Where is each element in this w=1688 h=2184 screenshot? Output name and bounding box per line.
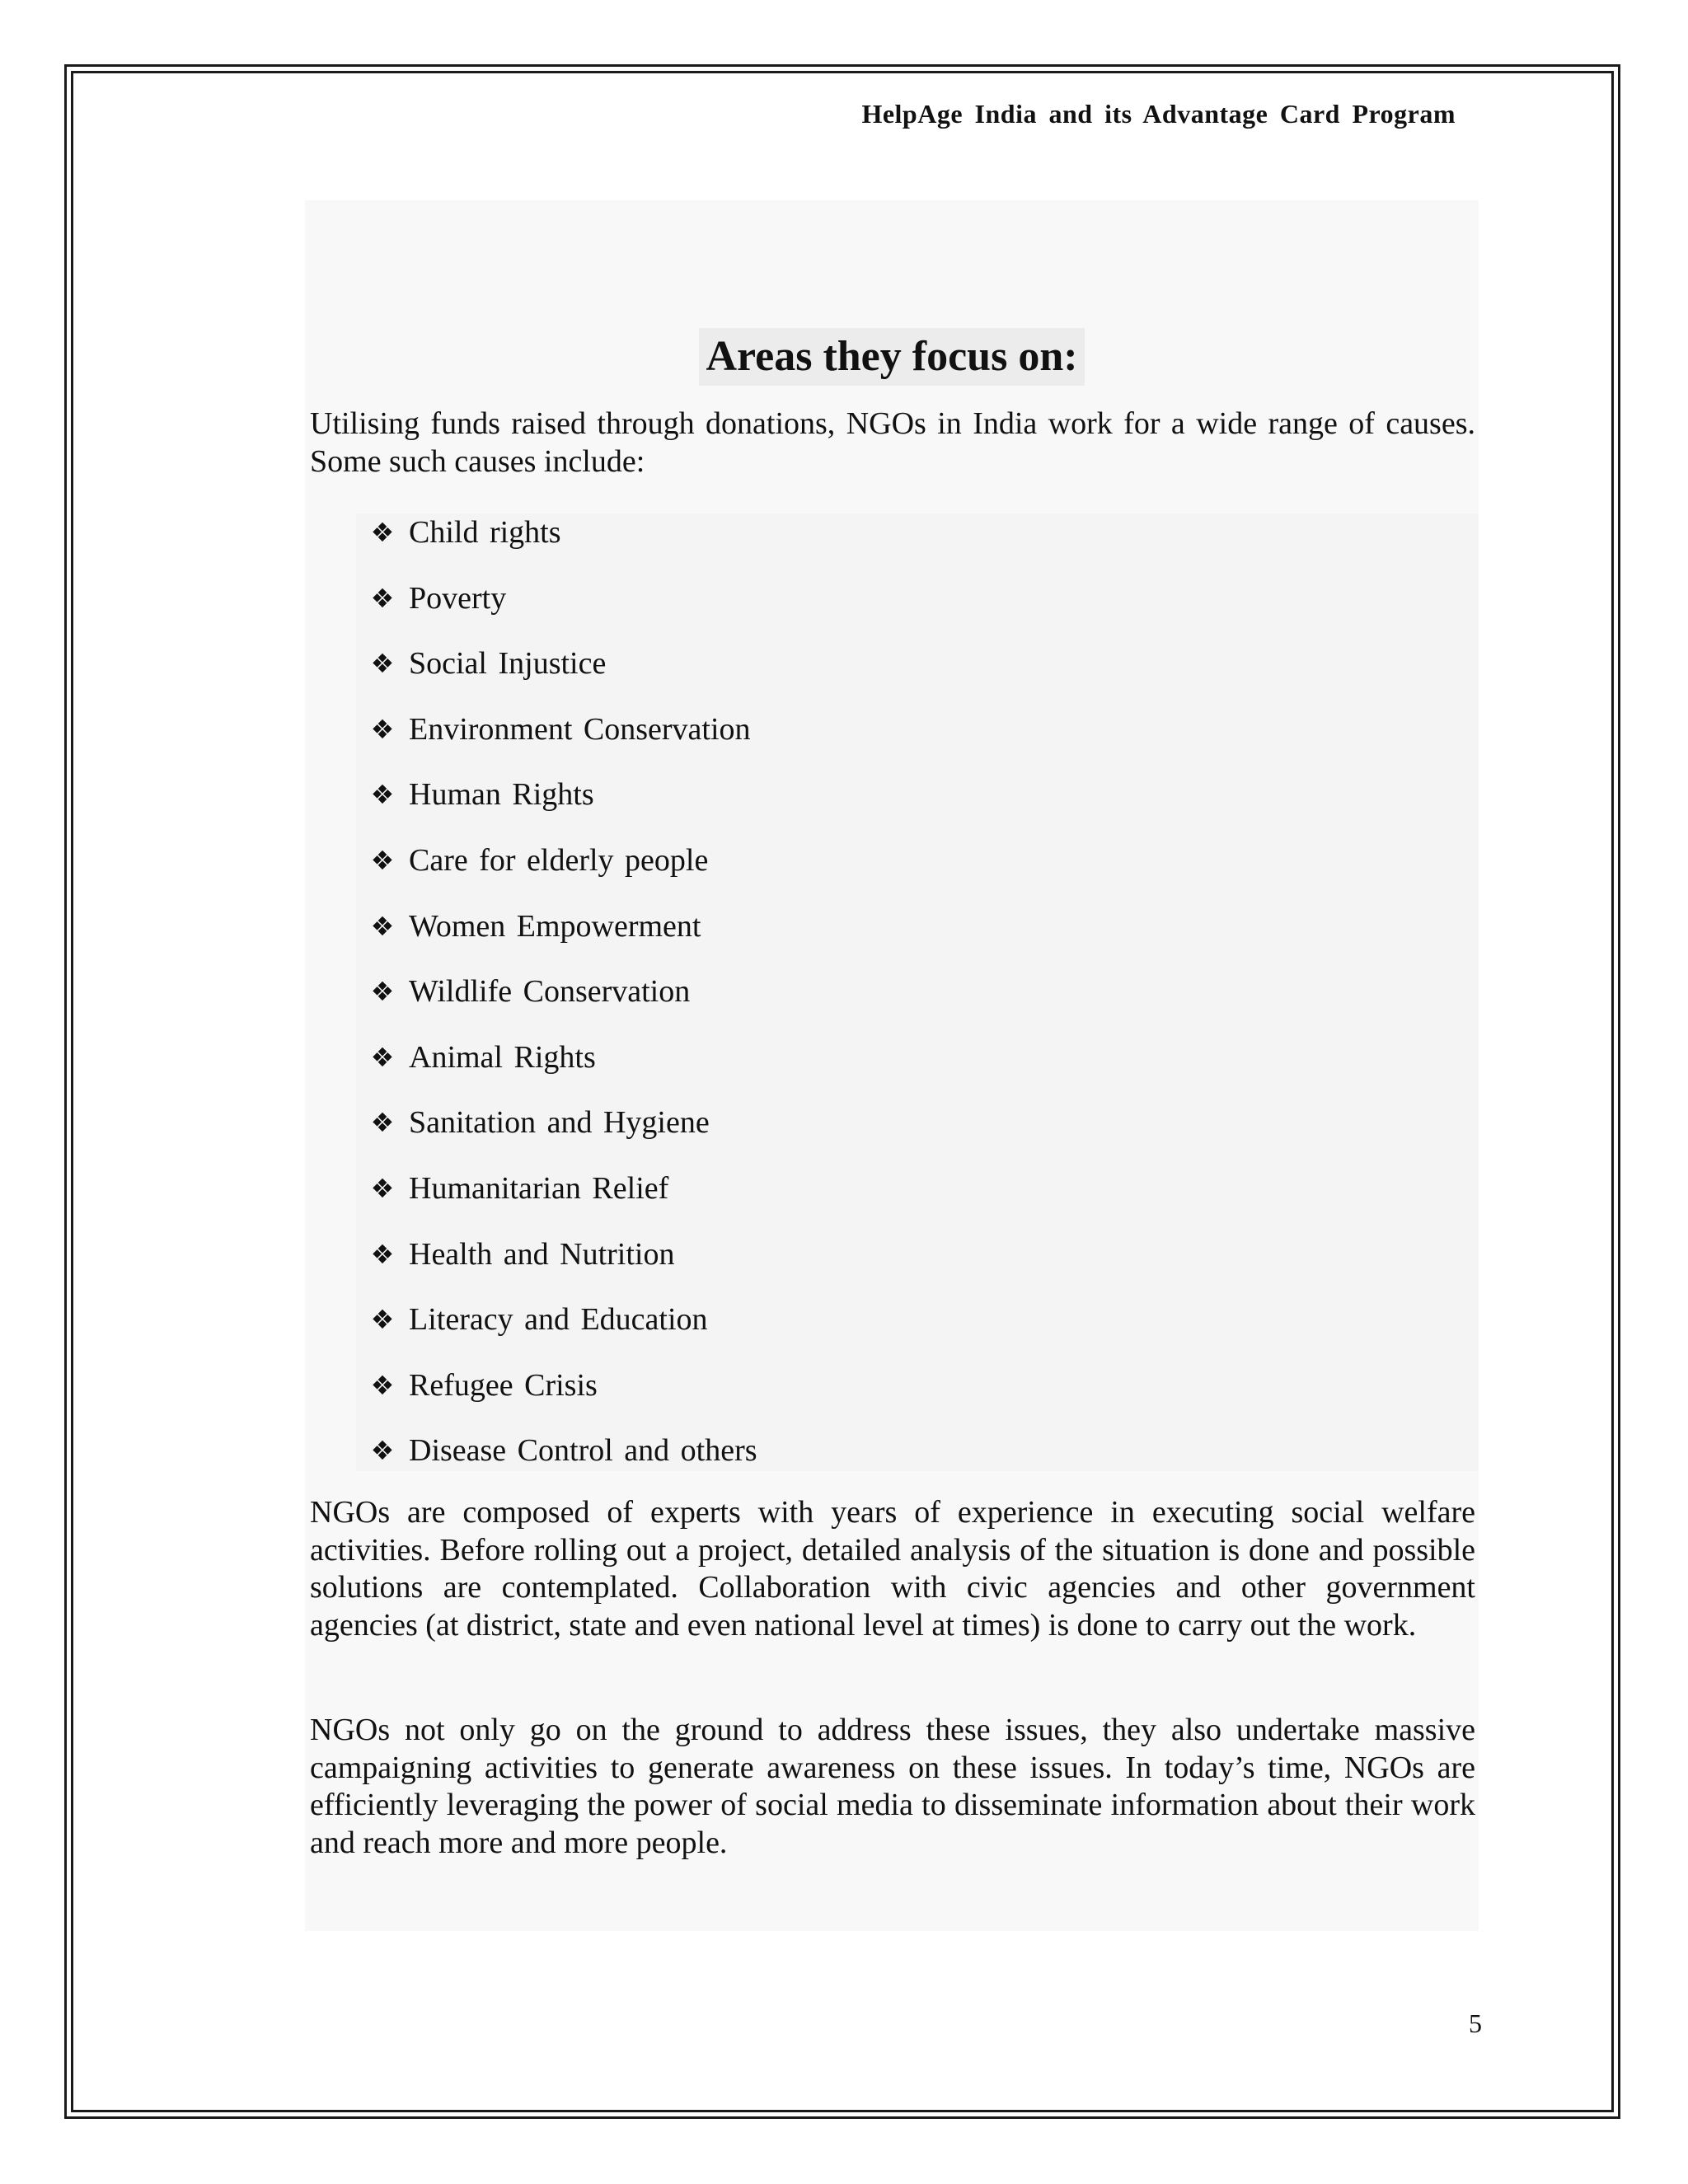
list-item xyxy=(356,1104,757,1170)
diamond-bullet-icon: ❖ xyxy=(370,1304,395,1336)
diamond-bullet-icon: ❖ xyxy=(370,844,395,876)
running-header: HelpAge India and its Advantage Card Program xyxy=(861,99,1456,129)
diamond-bullet-icon: ❖ xyxy=(370,1172,395,1204)
body-paragraph: NGOs not only go on the ground to address these issues, they also undertake massive campaigning activities to generate awareness on these issues. In today’s time, NGOs are efficiently leveraging the power of social media to disseminate information about their work and reach more and more people. xyxy=(310,1713,1475,1860)
intro-paragraph: Utilising funds raised through donations, NGOs in India work for a wide range of causes. Some such causes include: xyxy=(310,406,1475,479)
list-item xyxy=(356,1367,757,1433)
list-item-label: Humanitarian Relief xyxy=(409,1170,669,1206)
list-item-label: Sanitation and Hygiene xyxy=(409,1105,710,1141)
section-heading: Areas they focus on: xyxy=(699,328,1084,386)
list-item-label: Poverty xyxy=(409,580,507,616)
diamond-bullet-icon: ❖ xyxy=(370,779,395,811)
list-item-label: Care for elderly people xyxy=(409,842,709,878)
diamond-bullet-icon: ❖ xyxy=(370,910,395,942)
diamond-bullet-icon: ❖ xyxy=(370,1238,395,1270)
list-item xyxy=(356,973,757,1039)
section-heading-wrap xyxy=(305,328,1479,386)
list-item-label: Environment Conservation xyxy=(409,711,751,747)
list-item-label: Health and Nutrition xyxy=(409,1236,675,1272)
diamond-bullet-icon: ❖ xyxy=(370,517,395,548)
diamond-bullet-icon: ❖ xyxy=(370,1369,395,1401)
diamond-bullet-icon: ❖ xyxy=(370,1435,395,1467)
list-item xyxy=(356,1236,757,1302)
page-number: 5 xyxy=(1469,2008,1482,2038)
list-item xyxy=(356,908,757,974)
diamond-bullet-icon: ❖ xyxy=(370,976,395,1008)
list-item-label: Wildlife Conservation xyxy=(409,974,691,1010)
list-item xyxy=(356,711,757,777)
list-item-label: Disease Control and others xyxy=(409,1433,757,1469)
causes-list xyxy=(356,514,757,1498)
list-item-label: Women Empowerment xyxy=(409,908,701,944)
list-item xyxy=(356,580,757,646)
diamond-bullet-icon: ❖ xyxy=(370,582,395,614)
body-paragraph: NGOs are composed of experts with years of experience in executing social welfare activities. Before rolling out a project, detailed analysis of the situation is done and possible solutions are contemplated. Collaboration with civic agencies and other government agencies (at district, state and even national level at times) is done to carry out the work. xyxy=(310,1495,1475,1643)
list-item xyxy=(356,776,757,842)
list-item-label: Human Rights xyxy=(409,777,594,813)
list-item-label: Child rights xyxy=(409,515,561,550)
list-item-label: Refugee Crisis xyxy=(409,1367,598,1403)
list-item xyxy=(356,1301,757,1367)
diamond-bullet-icon: ❖ xyxy=(370,1041,395,1073)
diamond-bullet-icon: ❖ xyxy=(370,713,395,745)
list-item-label: Animal Rights xyxy=(409,1039,596,1075)
list-item xyxy=(356,514,757,580)
list-item xyxy=(356,645,757,711)
list-item xyxy=(356,1432,757,1498)
list-item-label: Literacy and Education xyxy=(409,1302,708,1338)
list-item-label: Social Injustice xyxy=(409,646,607,682)
diamond-bullet-icon: ❖ xyxy=(370,648,395,680)
list-item xyxy=(356,842,757,908)
diamond-bullet-icon: ❖ xyxy=(370,1107,395,1139)
list-item xyxy=(356,1170,757,1236)
list-item xyxy=(356,1039,757,1105)
